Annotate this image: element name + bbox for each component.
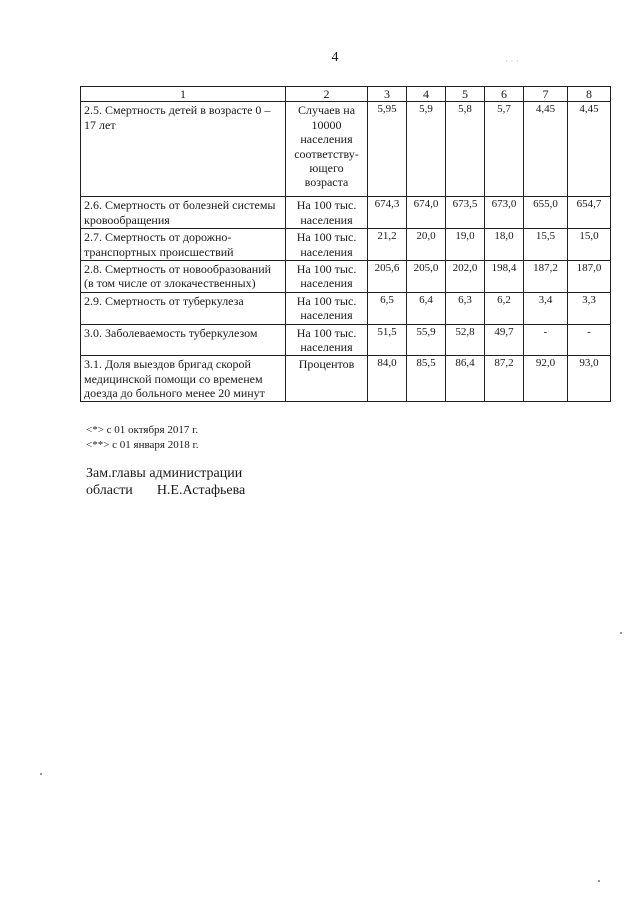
indicator-value: 19,0 — [446, 229, 485, 261]
signature-name: Н.Е.Астафьева — [156, 482, 246, 498]
indicator-value: 20,0 — [407, 229, 446, 261]
column-header: 4 — [407, 87, 446, 102]
indicator-value: 205,0 — [407, 260, 446, 292]
footnotes — [86, 423, 199, 453]
indicator-value: 93,0 — [568, 356, 611, 402]
indicator-value: 3,3 — [568, 292, 611, 324]
indicator-value: - — [524, 324, 568, 356]
scan-stamp-mark: · · · — [505, 57, 520, 66]
indicator-value: 4,45 — [524, 102, 568, 197]
scan-speck — [40, 773, 42, 775]
table-header-row — [81, 87, 611, 102]
indicator-value: 5,7 — [485, 102, 524, 197]
table-row — [81, 260, 611, 292]
indicator-value: - — [568, 324, 611, 356]
indicator-value: 87,2 — [485, 356, 524, 402]
table-row — [81, 229, 611, 261]
indicator-value: 202,0 — [446, 260, 485, 292]
indicator-value: 18,0 — [485, 229, 524, 261]
indicator-value: 6,2 — [485, 292, 524, 324]
indicator-value: 673,0 — [485, 197, 524, 229]
column-header: 7 — [524, 87, 568, 102]
indicator-value: 4,45 — [568, 102, 611, 197]
indicator-value: 49,7 — [485, 324, 524, 356]
indicator-value: 6,4 — [407, 292, 446, 324]
signature-title: Зам.главы администрации — [86, 466, 243, 481]
indicator-value: 6,5 — [368, 292, 407, 324]
indicator-name: 2.5. Смертность детей в возрасте 0 – 17 лет — [81, 102, 286, 197]
indicator-name: 3.0. Заболеваемость туберкулезом — [81, 324, 286, 356]
indicator-value: 674,0 — [407, 197, 446, 229]
indicator-value: 5,9 — [407, 102, 446, 197]
scan-speck — [620, 632, 622, 634]
signature-line — [86, 483, 245, 500]
indicator-unit: На 100 тыс. населения — [286, 292, 368, 324]
indicator-unit: Случаев на 10000 населения соответству-ющего возраста — [286, 102, 368, 197]
scan-speck — [598, 880, 600, 882]
signature-block — [86, 466, 245, 500]
table-row — [81, 102, 611, 197]
indicator-value: 6,3 — [446, 292, 485, 324]
indicator-value: 55,9 — [407, 324, 446, 356]
footnote: <**> с 01 января 2018 г. — [86, 438, 199, 451]
indicator-value: 654,7 — [568, 197, 611, 229]
indicator-value: 674,3 — [368, 197, 407, 229]
indicators-table — [80, 86, 611, 402]
indicator-name: 2.6. Смертность от болезней системы кровообращения — [81, 197, 286, 229]
indicator-value: 187,0 — [568, 260, 611, 292]
indicator-unit: На 100 тыс. населения — [286, 324, 368, 356]
page-number: 4 — [331, 50, 339, 65]
signature-region: области — [86, 482, 133, 498]
indicator-unit: На 100 тыс. населения — [286, 197, 368, 229]
column-header: 1 — [81, 87, 286, 102]
column-header: 6 — [485, 87, 524, 102]
indicator-value: 85,5 — [407, 356, 446, 402]
indicator-value: 5,95 — [368, 102, 407, 197]
column-header: 3 — [368, 87, 407, 102]
indicator-value: 92,0 — [524, 356, 568, 402]
indicator-value: 187,2 — [524, 260, 568, 292]
indicator-value: 51,5 — [368, 324, 407, 356]
table-row — [81, 197, 611, 229]
indicator-value: 15,0 — [568, 229, 611, 261]
indicator-unit: Процентов — [286, 356, 368, 402]
indicator-value: 52,8 — [446, 324, 485, 356]
table-row — [81, 324, 611, 356]
column-header: 8 — [568, 87, 611, 102]
table-row — [81, 292, 611, 324]
indicator-value: 205,6 — [368, 260, 407, 292]
indicator-value: 5,8 — [446, 102, 485, 197]
indicator-value: 673,5 — [446, 197, 485, 229]
indicator-value: 198,4 — [485, 260, 524, 292]
footnote: <*> с 01 октября 2017 г. — [86, 424, 199, 436]
indicator-value: 3,4 — [524, 292, 568, 324]
indicator-value: 84,0 — [368, 356, 407, 402]
table-row — [81, 356, 611, 402]
indicator-value: 86,4 — [446, 356, 485, 402]
indicator-name: 2.8. Смертность от новообразований (в том числе от злокачественных) — [81, 260, 286, 292]
indicator-value: 21,2 — [368, 229, 407, 261]
column-header: 2 — [286, 87, 368, 102]
column-header: 5 — [446, 87, 485, 102]
indicator-name: 2.7. Смертность от дорожно-транспортных происшествий — [81, 229, 286, 261]
indicator-unit: На 100 тыс. населения — [286, 229, 368, 261]
indicator-value: 15,5 — [524, 229, 568, 261]
indicator-name: 3.1. Доля выездов бригад скорой медицинской помощи со временем доезда до больного менее 20 минут — [81, 356, 286, 402]
indicator-name: 2.9. Смертность от туберкулеза — [81, 292, 286, 324]
indicator-value: 655,0 — [524, 197, 568, 229]
indicator-unit: На 100 тыс. населения — [286, 260, 368, 292]
